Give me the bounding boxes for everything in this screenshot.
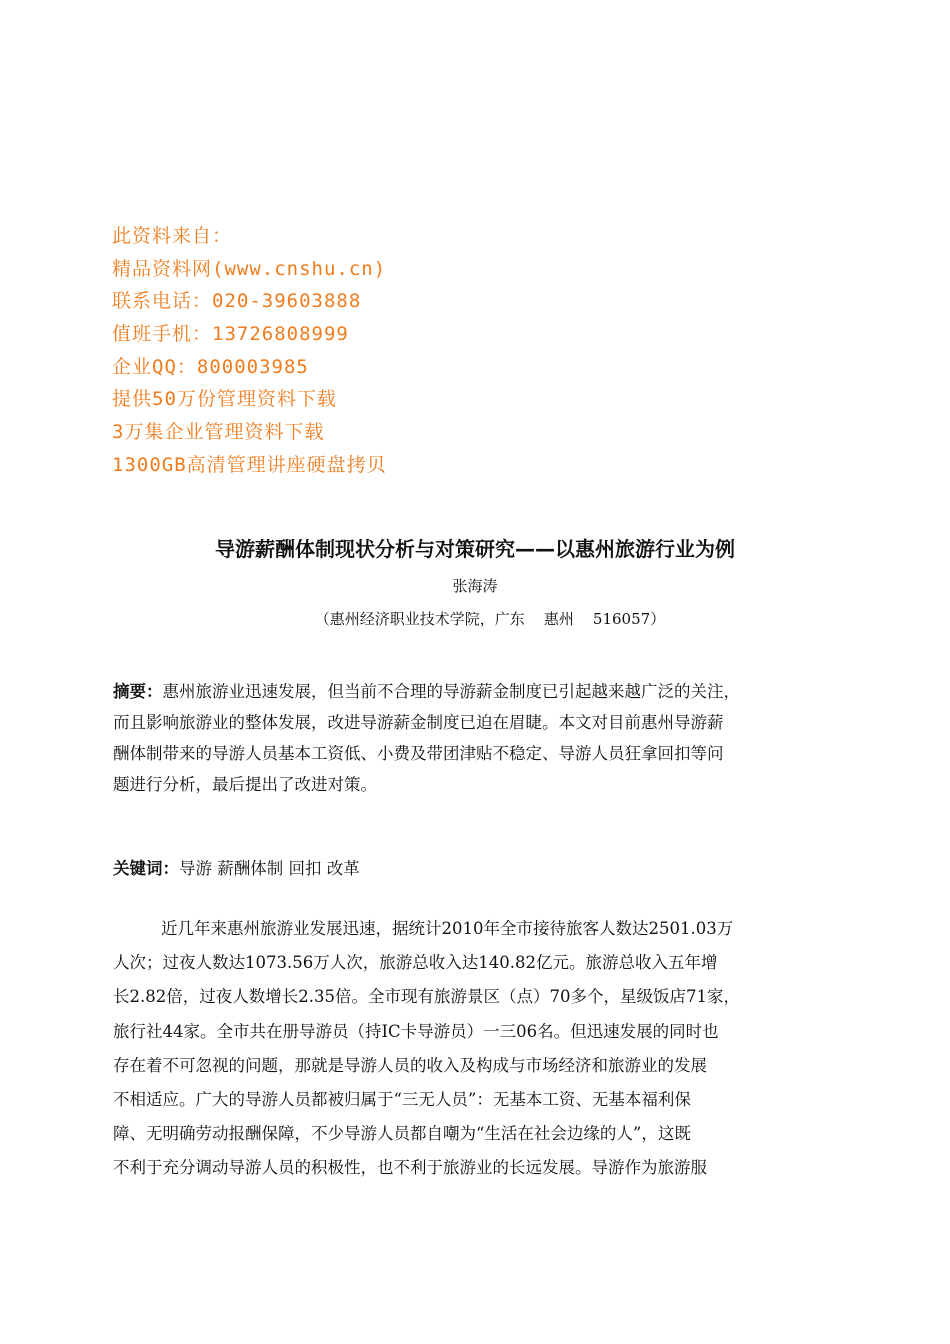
body-line: 障、无明确劳动报酬保障，不少导游人员都自嘲为“生活在社会边缘的人”，这既 — [113, 1124, 691, 1144]
abstract-text: 惠州旅游业迅速发展，但当前不合理的导游薪金制度已引起越来越广泛的关注， — [162, 682, 740, 701]
website-link[interactable]: 精品资料网(www.cnshu.cn) — [112, 257, 387, 280]
contact-phone: 联系电话：020-39603888 — [112, 290, 362, 313]
body-paragraph — [113, 912, 813, 1186]
offer-line-3: 1300GB高清管理讲座硬盘拷贝 — [112, 453, 387, 476]
company-qq: 企业QQ：800003985 — [112, 355, 309, 378]
keywords-label: 关键词： — [113, 859, 179, 878]
body-line: 不利于充分调动导游人员的积极性，也不利于旅游业的长远发展。导游作为旅游服 — [113, 1158, 707, 1178]
source-label: 此资料来自： — [112, 225, 233, 247]
abstract-line — [113, 676, 858, 707]
keywords-section — [113, 855, 360, 883]
abstract-label: 摘要： — [113, 682, 163, 701]
body-line: 旅行社44家。全市共在册导游员（持IC卡导游员）一三06名。但迅速发展的同时也 — [113, 1021, 719, 1041]
paper-title: 导游薪酬体制现状分析与对策研究——以惠州旅游行业为例 — [215, 537, 735, 561]
source-info-block — [112, 220, 387, 482]
offer-line-1: 提供50万份管理资料下载 — [112, 388, 337, 411]
body-line: 人次；过夜人数达1073.56万人次，旅游总收入达140.82亿元。旅游总收入五年增 — [113, 953, 718, 973]
duty-mobile: 值班手机：13726808999 — [112, 323, 349, 346]
body-line: 不相适应。广大的导游人员都被归属于“三无人员”：无基本工资、无基本福利保 — [113, 1089, 691, 1109]
abstract-line: 而且影响旅游业的整体发展，改进导游薪金制度已迫在眉睫。本文对目前惠州导游薪 — [113, 713, 724, 732]
paper-author: 张海涛 — [452, 577, 498, 595]
body-line: 存在着不可忽视的问题，那就是导游人员的收入及构成与市场经济和旅游业的发展 — [113, 1055, 707, 1075]
abstract-line: 酬体制带来的导游人员基本工资低、小费及带团津贴不稳定、导游人员狂拿回扣等问 — [113, 744, 724, 763]
keywords-value: 导游 薪酬体制 回扣 改革 — [179, 859, 360, 878]
offer-line-2: 3万集企业管理资料下载 — [112, 421, 325, 444]
body-line: 近几年来惠州旅游业发展迅速，据统计2010年全市接待旅客人数达2501.03万 — [161, 919, 734, 938]
abstract-line: 题进行分析，最后提出了改进对策。 — [113, 775, 377, 794]
body-line: 长2.82倍，过夜人数增长2.35倍。全市现有旅游景区（点）70多个，星级饭店71家， — [113, 987, 740, 1007]
paper-affiliation: （惠州经济职业技术学院，广东 惠州 516057） — [314, 610, 666, 628]
abstract-section — [113, 676, 858, 800]
